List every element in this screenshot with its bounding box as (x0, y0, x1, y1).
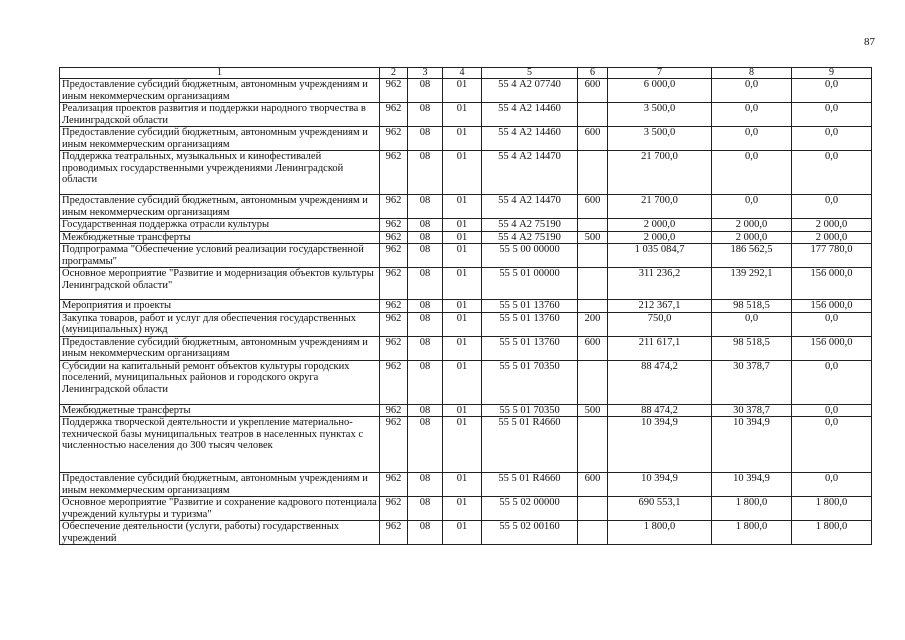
row-value-cell: 55 5 01 13760 (482, 312, 578, 336)
row-value-cell: 2 000,0 (608, 231, 712, 244)
row-value-cell: 08 (408, 336, 443, 360)
table-row (60, 417, 872, 473)
row-value-cell: 962 (380, 404, 408, 417)
row-name-cell: Предоставление субсидий бюджетным, автономным учреждениям и иным некоммерческим организациям (60, 79, 380, 103)
row-value-cell: 156 000,0 (792, 300, 872, 313)
row-value-cell: 962 (380, 360, 408, 404)
row-value-cell: 1 800,0 (608, 521, 712, 545)
row-value-cell: 962 (380, 312, 408, 336)
row-value-cell: 0,0 (792, 79, 872, 103)
row-value-cell: 500 (578, 404, 608, 417)
row-value-cell: 0,0 (712, 79, 792, 103)
table-row (60, 231, 872, 244)
row-value-cell: 10 394,9 (608, 473, 712, 497)
row-value-cell (578, 300, 608, 313)
row-value-cell: 30 378,7 (712, 360, 792, 404)
header-cell: 1 (60, 68, 380, 79)
row-value-cell: 156 000,0 (792, 268, 872, 300)
row-value-cell: 962 (380, 336, 408, 360)
table-row (60, 521, 872, 545)
row-value-cell: 3 500,0 (608, 127, 712, 151)
row-value-cell: 2 000,0 (608, 219, 712, 232)
row-name-cell: Поддержка творческой деятельности и укрепление материально-технической базы муниципальных театров в населенных пунктах с численностью населения до 300 тысяч человек (60, 417, 380, 473)
row-value-cell: 55 5 00 00000 (482, 244, 578, 268)
row-name-cell: Основное мероприятие "Развитие и модернизация объектов культуры Ленинградской области" (60, 268, 380, 300)
row-value-cell: 0,0 (792, 312, 872, 336)
table-row (60, 195, 872, 219)
row-value-cell: 1 800,0 (712, 521, 792, 545)
budget-table (59, 67, 872, 545)
row-value-cell: 55 5 01 70350 (482, 360, 578, 404)
row-value-cell: 08 (408, 268, 443, 300)
row-value-cell: 962 (380, 195, 408, 219)
row-name-cell: Предоставление субсидий бюджетным, автономным учреждениям и иным некоммерческим организациям (60, 336, 380, 360)
row-value-cell: 55 4 А2 75190 (482, 231, 578, 244)
row-value-cell: 311 236,2 (608, 268, 712, 300)
row-value-cell: 08 (408, 360, 443, 404)
row-value-cell: 0,0 (712, 195, 792, 219)
table-row (60, 336, 872, 360)
row-value-cell: 600 (578, 473, 608, 497)
row-value-cell: 01 (443, 404, 482, 417)
row-value-cell: 01 (443, 268, 482, 300)
row-value-cell: 600 (578, 79, 608, 103)
row-value-cell: 0,0 (792, 127, 872, 151)
row-value-cell: 98 518,5 (712, 300, 792, 313)
row-value-cell: 0,0 (792, 151, 872, 195)
row-value-cell: 0,0 (712, 151, 792, 195)
row-value-cell: 212 367,1 (608, 300, 712, 313)
row-value-cell (578, 360, 608, 404)
row-value-cell: 01 (443, 219, 482, 232)
row-value-cell: 55 4 А2 14470 (482, 151, 578, 195)
header-cell: 7 (608, 68, 712, 79)
row-value-cell: 600 (578, 336, 608, 360)
row-value-cell: 01 (443, 231, 482, 244)
row-value-cell: 962 (380, 79, 408, 103)
page-number: 87 (864, 36, 875, 48)
row-value-cell: 0,0 (712, 127, 792, 151)
row-value-cell: 01 (443, 300, 482, 313)
row-value-cell: 6 000,0 (608, 79, 712, 103)
row-value-cell: 55 5 01 R4660 (482, 417, 578, 473)
row-value-cell: 211 617,1 (608, 336, 712, 360)
row-value-cell: 0,0 (792, 360, 872, 404)
row-value-cell: 01 (443, 336, 482, 360)
table-row (60, 151, 872, 195)
row-value-cell (578, 268, 608, 300)
row-value-cell: 01 (443, 195, 482, 219)
row-value-cell: 750,0 (608, 312, 712, 336)
row-value-cell: 98 518,5 (712, 336, 792, 360)
row-value-cell: 08 (408, 521, 443, 545)
table-row (60, 244, 872, 268)
row-name-cell: Поддержка театральных, музыкальных и кинофестивалей проводимых государственными учреждениями Ленинградской области (60, 151, 380, 195)
row-value-cell: 962 (380, 473, 408, 497)
row-value-cell: 55 5 02 00000 (482, 497, 578, 521)
row-value-cell: 2 000,0 (792, 219, 872, 232)
row-value-cell: 01 (443, 151, 482, 195)
row-value-cell: 200 (578, 312, 608, 336)
row-value-cell: 55 5 01 00000 (482, 268, 578, 300)
row-value-cell: 55 4 А2 07740 (482, 79, 578, 103)
row-value-cell: 55 4 А2 14460 (482, 103, 578, 127)
row-value-cell: 08 (408, 473, 443, 497)
header-cell: 2 (380, 68, 408, 79)
row-value-cell: 0,0 (792, 417, 872, 473)
row-value-cell: 1 800,0 (712, 497, 792, 521)
row-value-cell: 1 800,0 (792, 521, 872, 545)
row-value-cell: 08 (408, 127, 443, 151)
row-value-cell: 1 800,0 (792, 497, 872, 521)
row-value-cell (578, 103, 608, 127)
table-row (60, 312, 872, 336)
header-cell: 4 (443, 68, 482, 79)
row-name-cell: Основное мероприятие "Развитие и сохранение кадрового потенциала учреждений культуры и туризма" (60, 497, 380, 521)
table-row (60, 127, 872, 151)
row-value-cell: 0,0 (712, 312, 792, 336)
row-value-cell: 08 (408, 244, 443, 268)
row-value-cell: 55 4 А2 14470 (482, 195, 578, 219)
row-value-cell: 01 (443, 473, 482, 497)
header-cell: 9 (792, 68, 872, 79)
row-value-cell (578, 497, 608, 521)
row-value-cell: 21 700,0 (608, 151, 712, 195)
row-name-cell: Обеспечение деятельности (услуги, работы) государственных учреждений (60, 521, 380, 545)
row-value-cell: 600 (578, 195, 608, 219)
row-value-cell: 08 (408, 312, 443, 336)
row-value-cell: 55 5 01 13760 (482, 300, 578, 313)
row-value-cell: 08 (408, 219, 443, 232)
row-value-cell: 01 (443, 79, 482, 103)
row-name-cell: Предоставление субсидий бюджетным, автономным учреждениям и иным некоммерческим организациям (60, 195, 380, 219)
row-value-cell: 30 378,7 (712, 404, 792, 417)
row-name-cell: Закупка товаров, работ и услуг для обеспечения государственных (муниципальных) нужд (60, 312, 380, 336)
row-value-cell: 08 (408, 231, 443, 244)
row-value-cell: 55 5 01 R4660 (482, 473, 578, 497)
row-value-cell: 3 500,0 (608, 103, 712, 127)
row-value-cell: 962 (380, 300, 408, 313)
header-cell: 8 (712, 68, 792, 79)
row-name-cell: Мероприятия и проекты (60, 300, 380, 313)
row-value-cell: 962 (380, 231, 408, 244)
row-name-cell: Предоставление субсидий бюджетным, автономным учреждениям и иным некоммерческим организациям (60, 127, 380, 151)
header-row (60, 68, 872, 79)
row-name-cell: Межбюджетные трансферты (60, 231, 380, 244)
table-row (60, 360, 872, 404)
row-value-cell: 01 (443, 312, 482, 336)
row-value-cell: 08 (408, 497, 443, 521)
row-value-cell: 962 (380, 521, 408, 545)
row-value-cell (578, 417, 608, 473)
row-value-cell (578, 244, 608, 268)
row-value-cell: 08 (408, 417, 443, 473)
table-row (60, 404, 872, 417)
row-value-cell (578, 151, 608, 195)
row-value-cell: 55 5 02 00160 (482, 521, 578, 545)
row-value-cell: 21 700,0 (608, 195, 712, 219)
row-value-cell: 55 5 01 70350 (482, 404, 578, 417)
row-value-cell: 690 553,1 (608, 497, 712, 521)
row-value-cell: 10 394,9 (608, 417, 712, 473)
row-value-cell (578, 521, 608, 545)
row-value-cell: 08 (408, 103, 443, 127)
row-name-cell: Государственная поддержка отрасли культуры (60, 219, 380, 232)
row-value-cell: 08 (408, 404, 443, 417)
row-value-cell: 2 000,0 (792, 231, 872, 244)
row-value-cell: 1 035 084,7 (608, 244, 712, 268)
table-row (60, 497, 872, 521)
table-row (60, 103, 872, 127)
row-value-cell: 962 (380, 103, 408, 127)
row-value-cell: 0,0 (792, 195, 872, 219)
row-value-cell: 139 292,1 (712, 268, 792, 300)
row-value-cell: 2 000,0 (712, 231, 792, 244)
row-value-cell: 01 (443, 417, 482, 473)
row-name-cell: Подпрограмма "Обеспечение условий реализации государственной программы" (60, 244, 380, 268)
row-value-cell: 08 (408, 300, 443, 313)
row-value-cell: 962 (380, 244, 408, 268)
row-value-cell: 500 (578, 231, 608, 244)
table-row (60, 79, 872, 103)
row-value-cell: 01 (443, 103, 482, 127)
row-value-cell: 08 (408, 195, 443, 219)
row-value-cell: 01 (443, 497, 482, 521)
row-value-cell: 10 394,9 (712, 417, 792, 473)
row-value-cell: 88 474,2 (608, 360, 712, 404)
row-value-cell: 55 4 А2 75190 (482, 219, 578, 232)
row-value-cell: 08 (408, 151, 443, 195)
row-value-cell: 0,0 (792, 103, 872, 127)
row-value-cell: 01 (443, 127, 482, 151)
row-name-cell: Предоставление субсидий бюджетным, автономным учреждениям и иным некоммерческим организациям (60, 473, 380, 497)
row-value-cell: 0,0 (792, 473, 872, 497)
row-value-cell: 186 562,5 (712, 244, 792, 268)
row-value-cell: 0,0 (792, 404, 872, 417)
header-cell: 6 (578, 68, 608, 79)
row-value-cell: 01 (443, 521, 482, 545)
row-value-cell: 55 5 01 13760 (482, 336, 578, 360)
row-value-cell: 962 (380, 127, 408, 151)
table-row (60, 268, 872, 300)
row-value-cell: 2 000,0 (712, 219, 792, 232)
row-value-cell: 01 (443, 360, 482, 404)
row-value-cell: 55 4 А2 14460 (482, 127, 578, 151)
row-value-cell: 962 (380, 151, 408, 195)
row-value-cell: 600 (578, 127, 608, 151)
table-row (60, 219, 872, 232)
row-value-cell: 962 (380, 417, 408, 473)
row-value-cell: 01 (443, 244, 482, 268)
header-cell: 5 (482, 68, 578, 79)
table-row (60, 300, 872, 313)
header-cell: 3 (408, 68, 443, 79)
row-value-cell: 962 (380, 497, 408, 521)
row-value-cell: 962 (380, 219, 408, 232)
row-value-cell: 88 474,2 (608, 404, 712, 417)
row-value-cell (578, 219, 608, 232)
row-value-cell: 0,0 (712, 103, 792, 127)
row-value-cell: 156 000,0 (792, 336, 872, 360)
row-name-cell: Межбюджетные трансферты (60, 404, 380, 417)
table-row (60, 473, 872, 497)
row-value-cell: 10 394,9 (712, 473, 792, 497)
row-name-cell: Реализация проектов развития и поддержки народного творчества в Ленинградской области (60, 103, 380, 127)
row-value-cell: 962 (380, 268, 408, 300)
row-value-cell: 08 (408, 79, 443, 103)
row-value-cell: 177 780,0 (792, 244, 872, 268)
row-name-cell: Субсидии на капитальный ремонт объектов культуры городских поселений, муниципальных районов и городского округа Ленинградской области (60, 360, 380, 404)
